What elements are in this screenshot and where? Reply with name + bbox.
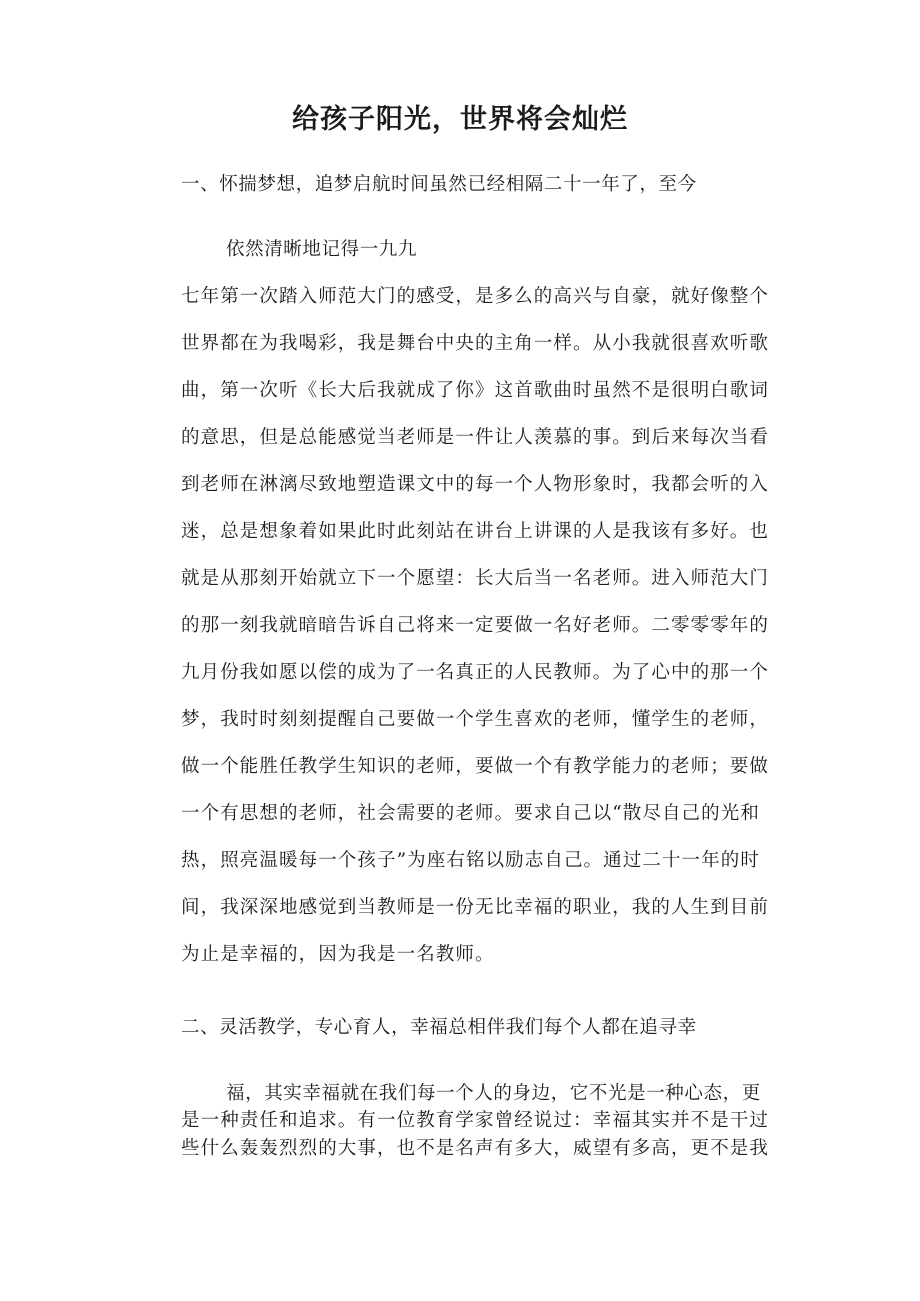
- paragraph-line: 间，我深深地感觉到当教师是一份无比幸福的职业，我的人生到目前: [181, 897, 770, 918]
- paragraph-line: 为止是幸福的，因为我是一名教师。: [181, 944, 495, 965]
- paragraph-line: 梦，我时时刻刻提醒自己要做一个学生喜欢的老师，懂学生的老师，: [181, 709, 770, 730]
- paragraph-line: 世界都在为我喝彩，我是舞台中央的主角一样。从小我就很喜欢听歌: [181, 333, 770, 354]
- paragraph-indent-line: 依然清晰地记得一九九: [226, 239, 418, 260]
- paragraph-line: 热，照亮温暖每一个孩子”为座右铭以励志自己。通过二十一年的时: [181, 850, 760, 871]
- paragraph-line: 九月份我如愿以偿的成为了一名真正的人民教师。为了心中的那一个: [181, 662, 770, 683]
- paragraph-line: 一个有思想的老师，社会需要的老师。要求自己以“散尽自己的光和: [181, 803, 760, 824]
- section-heading-1: 一、怀揣梦想，追梦启航时间虽然已经相隔二十一年了，至今: [181, 174, 697, 195]
- paragraph-line: 曲，第一次听《长大后我就成了你》这首歌曲时虽然不是很明白歌词: [181, 380, 770, 401]
- paragraph-line: 七年第一次踏入师范大门的感受，是多么的高兴与自豪，就好像整个: [181, 286, 770, 307]
- paragraph-line: 就是从那刻开始就立下一个愿望：长大后当一名老师。进入师范大门: [181, 568, 770, 589]
- paragraph-indent-line: 福，其实幸福就在我们每一个人的身边，它不光是一种心态，更: [226, 1083, 761, 1104]
- paragraph-line: 做一个能胜任教学生知识的老师，要做一个有教学能力的老师；要做: [181, 756, 770, 777]
- paragraph-line: 些什么轰轰烈烈的大事，也不是名声有多大，威望有多高，更不是我: [181, 1138, 770, 1159]
- paragraph-line: 的那一刻我就暗暗告诉自己将来一定要做一名好老师。二零零零年的: [181, 615, 770, 636]
- paragraph-line: 迷，总是想象着如果此时此刻站在讲台上讲课的人是我该有多好。也: [181, 521, 770, 542]
- paragraph-line: 是一种责任和追求。有一位教育学家曾经说过：幸福其实并不是干过: [181, 1110, 770, 1131]
- section-heading-2: 二、灵活教学，专心育人，幸福总相伴我们每个人都在追寻幸: [181, 1017, 697, 1038]
- document-title: 给孩子阳光，世界将会灿烂: [292, 104, 628, 135]
- paragraph-line: 到老师在淋漓尽致地塑造课文中的每一个人物形象时，我都会听的入: [181, 474, 770, 495]
- paragraph-line: 的意思，但是总能感觉当老师是一件让人羡慕的事。到后来每次当看: [181, 427, 770, 448]
